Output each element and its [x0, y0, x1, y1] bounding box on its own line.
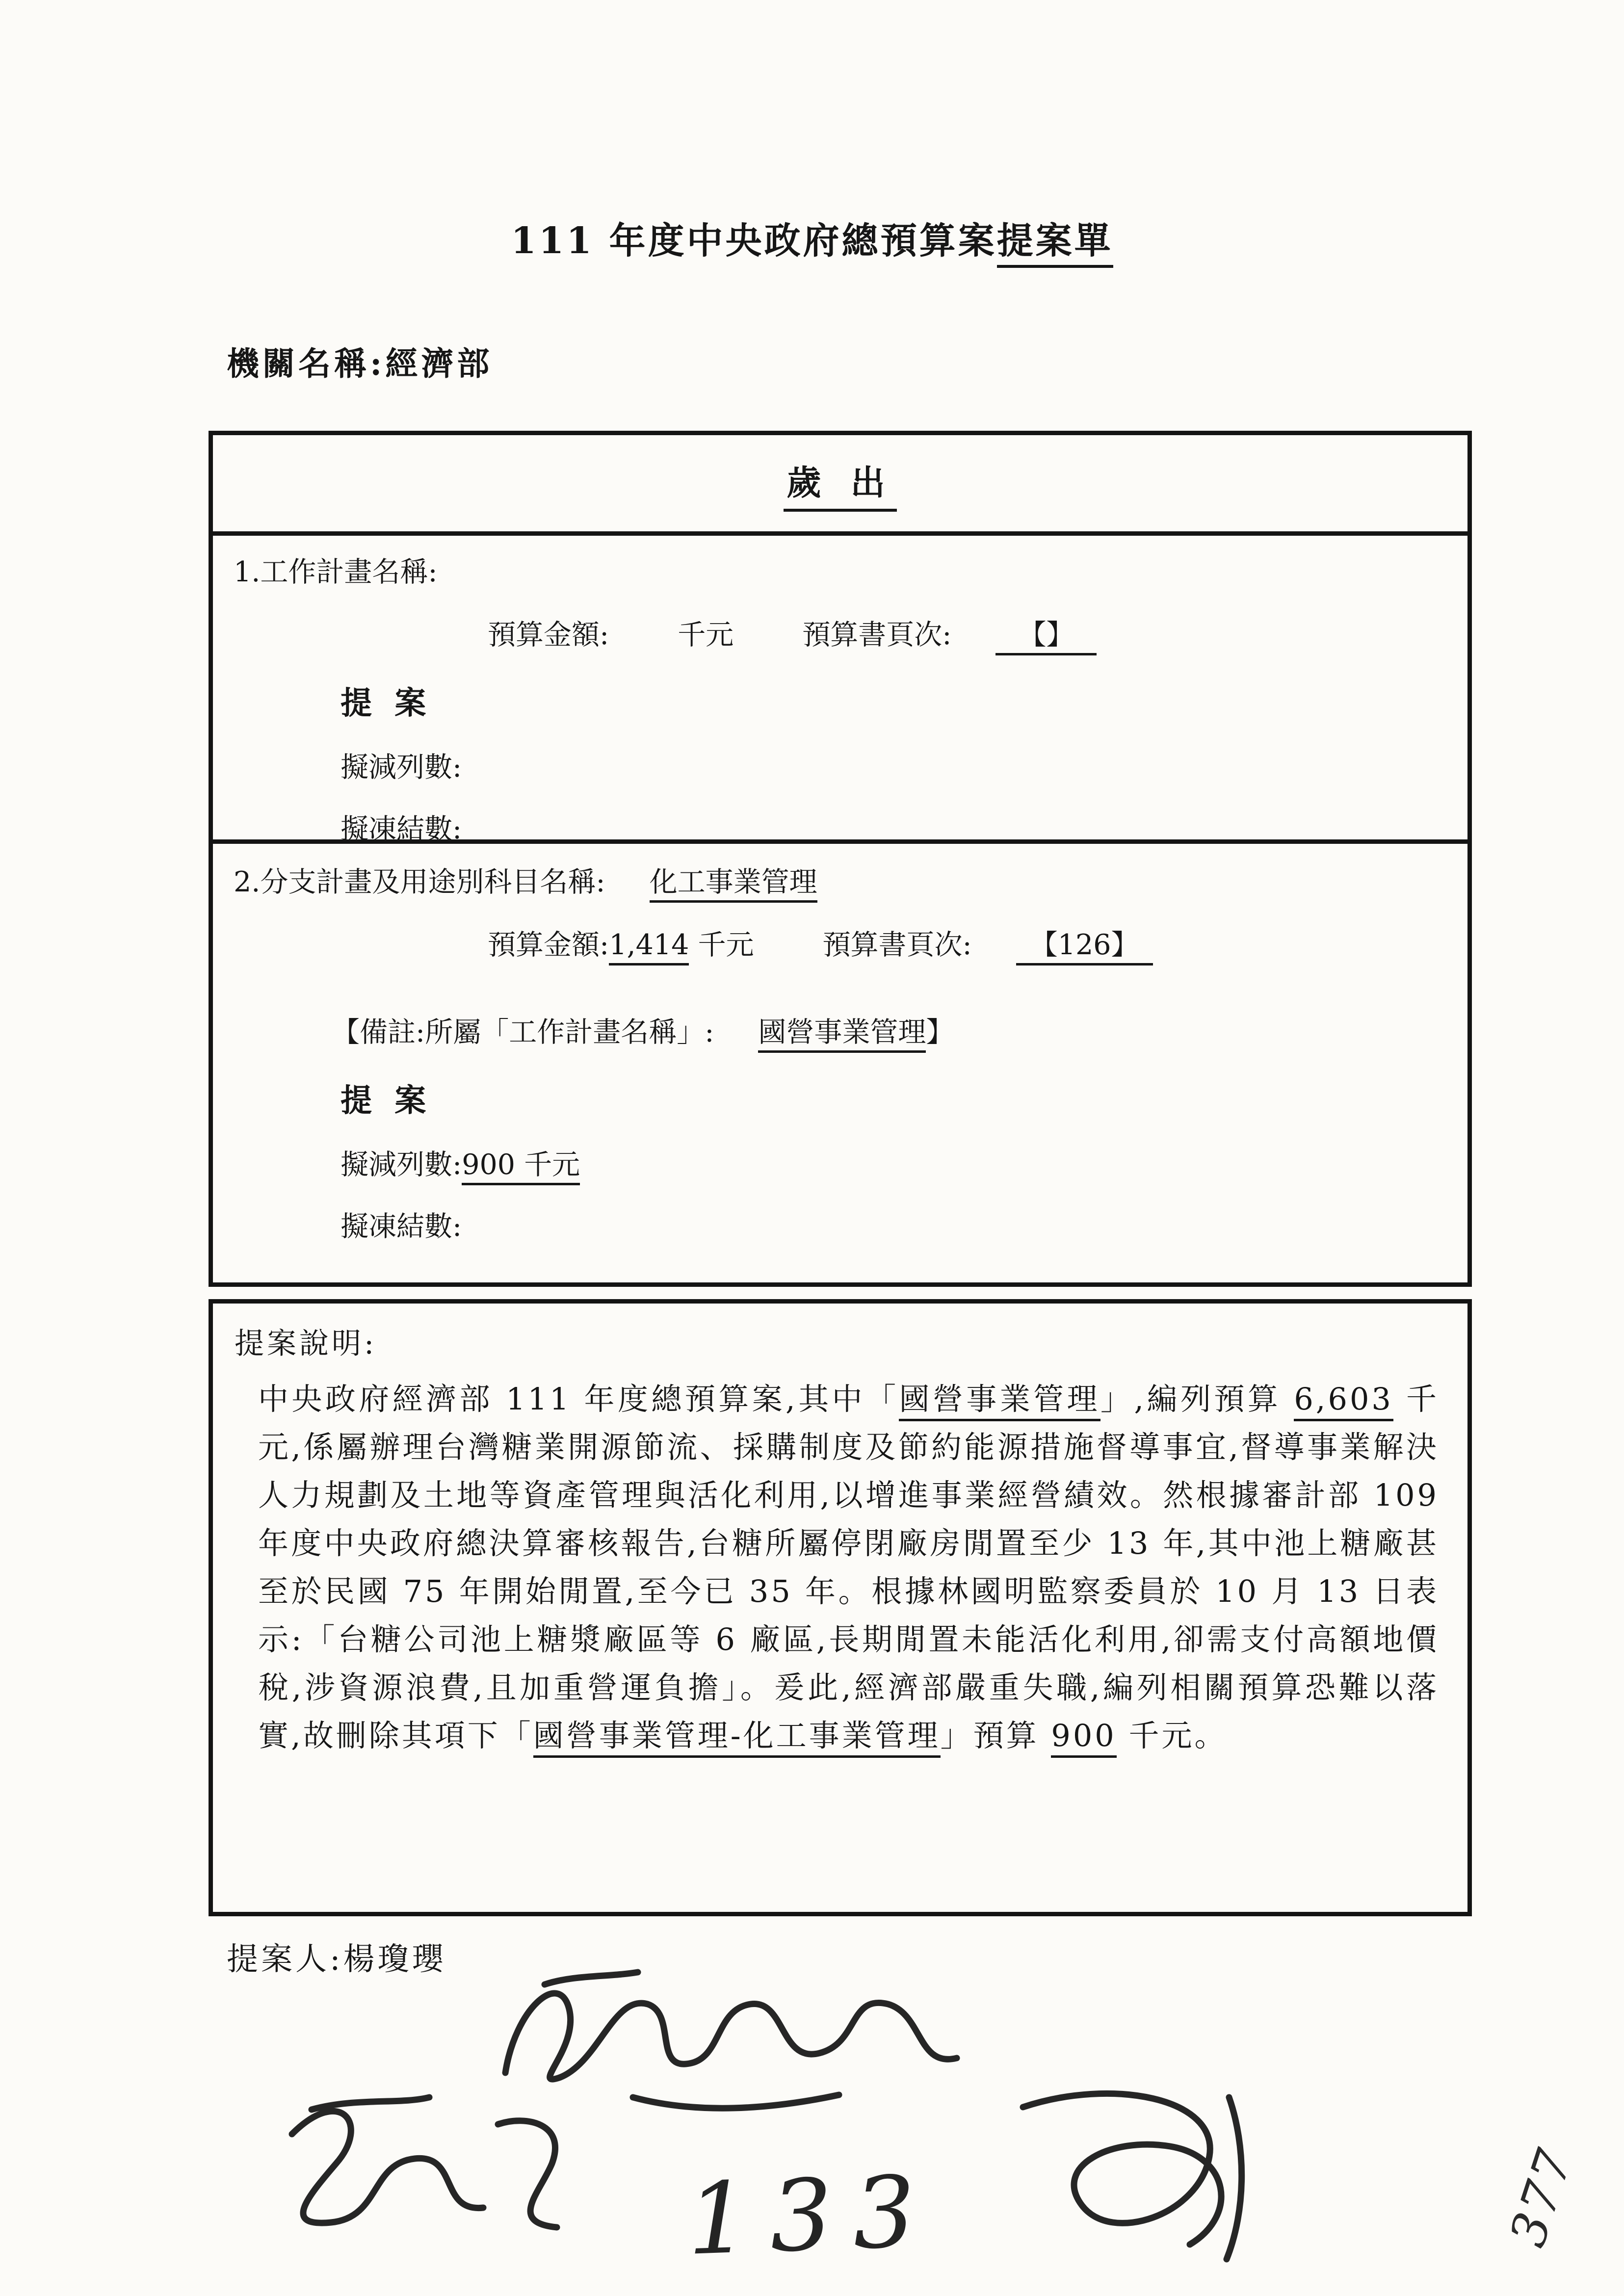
handwritten-page-number: 133: [685, 2154, 938, 2277]
remark-suffix: 】: [926, 1016, 954, 1048]
proposer-name: 提案人:楊瓊瓔: [227, 1941, 446, 1978]
amount-label: 預算金額:: [488, 929, 609, 961]
document-title-underlined: 提案單: [997, 220, 1113, 268]
branch-plan-amount-row: [488, 922, 1448, 963]
page-number-label: 預算書頁次:: [802, 619, 952, 651]
budget-table: [209, 431, 1472, 1287]
proposal-heading: 提 案: [341, 1082, 432, 1119]
reduce-amount-value: 900 千元: [462, 1148, 580, 1185]
reduce-amount-row: [341, 1142, 1448, 1182]
remark-prefix: 【備註:所屬「工作計畫名稱」:: [332, 1016, 714, 1048]
section-work-plan: [213, 536, 1467, 844]
explanation-paragraph: [235, 1375, 1444, 1760]
table-header-row: [213, 435, 1467, 536]
signature-2-ink: [253, 2065, 630, 2257]
branch-plan-title: 2.分支計畫及用途別科目名稱:: [234, 866, 605, 898]
amount-unit: 千元: [678, 619, 734, 651]
explanation-underlined-item: 國營事業管理-化工事業管理: [533, 1718, 941, 1758]
explanation-text: 」預算: [940, 1717, 1051, 1753]
reduce-amount-label: 擬減列數:: [341, 1148, 462, 1181]
signature-3-ink: [964, 2068, 1312, 2279]
amount-value: 1,414: [609, 929, 689, 965]
remark-parent-plan: 國營事業管理: [758, 1016, 926, 1053]
proposal-explanation-box: [209, 1299, 1472, 1916]
branch-plan-title-row: [234, 860, 1448, 900]
signature-2: [253, 2065, 630, 2257]
proposal-heading: 提 案: [341, 685, 432, 722]
handwritten-corner-number: 377: [1498, 2140, 1584, 2254]
work-plan-title: 1.工作計畫名稱:: [234, 556, 438, 588]
remark-row: [332, 1010, 1448, 1050]
agency-name: 機關名稱:經濟部: [227, 344, 493, 383]
page-number-blank: 【】: [995, 619, 1097, 655]
explanation-underlined-cut: 900: [1051, 1718, 1116, 1758]
freeze-amount-label: 擬凍結數:: [341, 1210, 462, 1243]
explanation-text: 千元。: [1116, 1717, 1228, 1753]
explanation-text: 」,編列預算: [1100, 1381, 1294, 1417]
amount-unit: 千元: [698, 929, 754, 961]
explanation-label: 提案說明:: [235, 1327, 377, 1361]
document-title: [0, 212, 1624, 264]
branch-plan-subject: 化工事業管理: [650, 866, 817, 903]
explanation-text: 中央政府經濟部 111 年度總預算案,其中「: [258, 1381, 899, 1417]
explanation-underlined-term: 國營事業管理: [899, 1381, 1100, 1421]
reduce-amount-label: 擬減列數:: [341, 751, 462, 783]
freeze-amount-label: 擬凍結數:: [341, 813, 462, 845]
document-title-main: 111 年度中央政府總預算案: [511, 220, 997, 262]
explanation-underlined-amount: 6,603: [1294, 1381, 1393, 1421]
signature-3: [964, 2068, 1312, 2279]
page-number-value: 【126】: [1016, 929, 1153, 965]
page-number-label: 預算書頁次:: [822, 929, 972, 961]
explanation-text: 千元,係屬辦理台灣糖業開源節流、採購制度及節約能源措施督導事宜,督導事業解決人力規劃及土地等資產管理與活化利用,以增進事業經營績效。然根據審計部 109 年度中央政府總決算審核報告,台糖所屬停閉廠房閒置至少 13 年,其中池上糖廠甚至於民國 75 年開始閒置,至今已 35 年。根據林國明監察委員於 10 月 13 日表示:「台糖公司池上糖漿廠區等 6 廠區,長期閒置未能活化利用,卻需支付高額地價稅,涉資源浪費,且加重營運負擔」。爰此,經濟部嚴重失職,編列相關預算恐難以落實,故刪除其項下「: [258, 1381, 1439, 1753]
work-plan-amount-row: [488, 612, 1448, 652]
section-branch-plan: [213, 844, 1467, 1282]
table-header-expenditure: 歲 出: [784, 455, 896, 512]
amount-label: 預算金額:: [488, 619, 609, 651]
